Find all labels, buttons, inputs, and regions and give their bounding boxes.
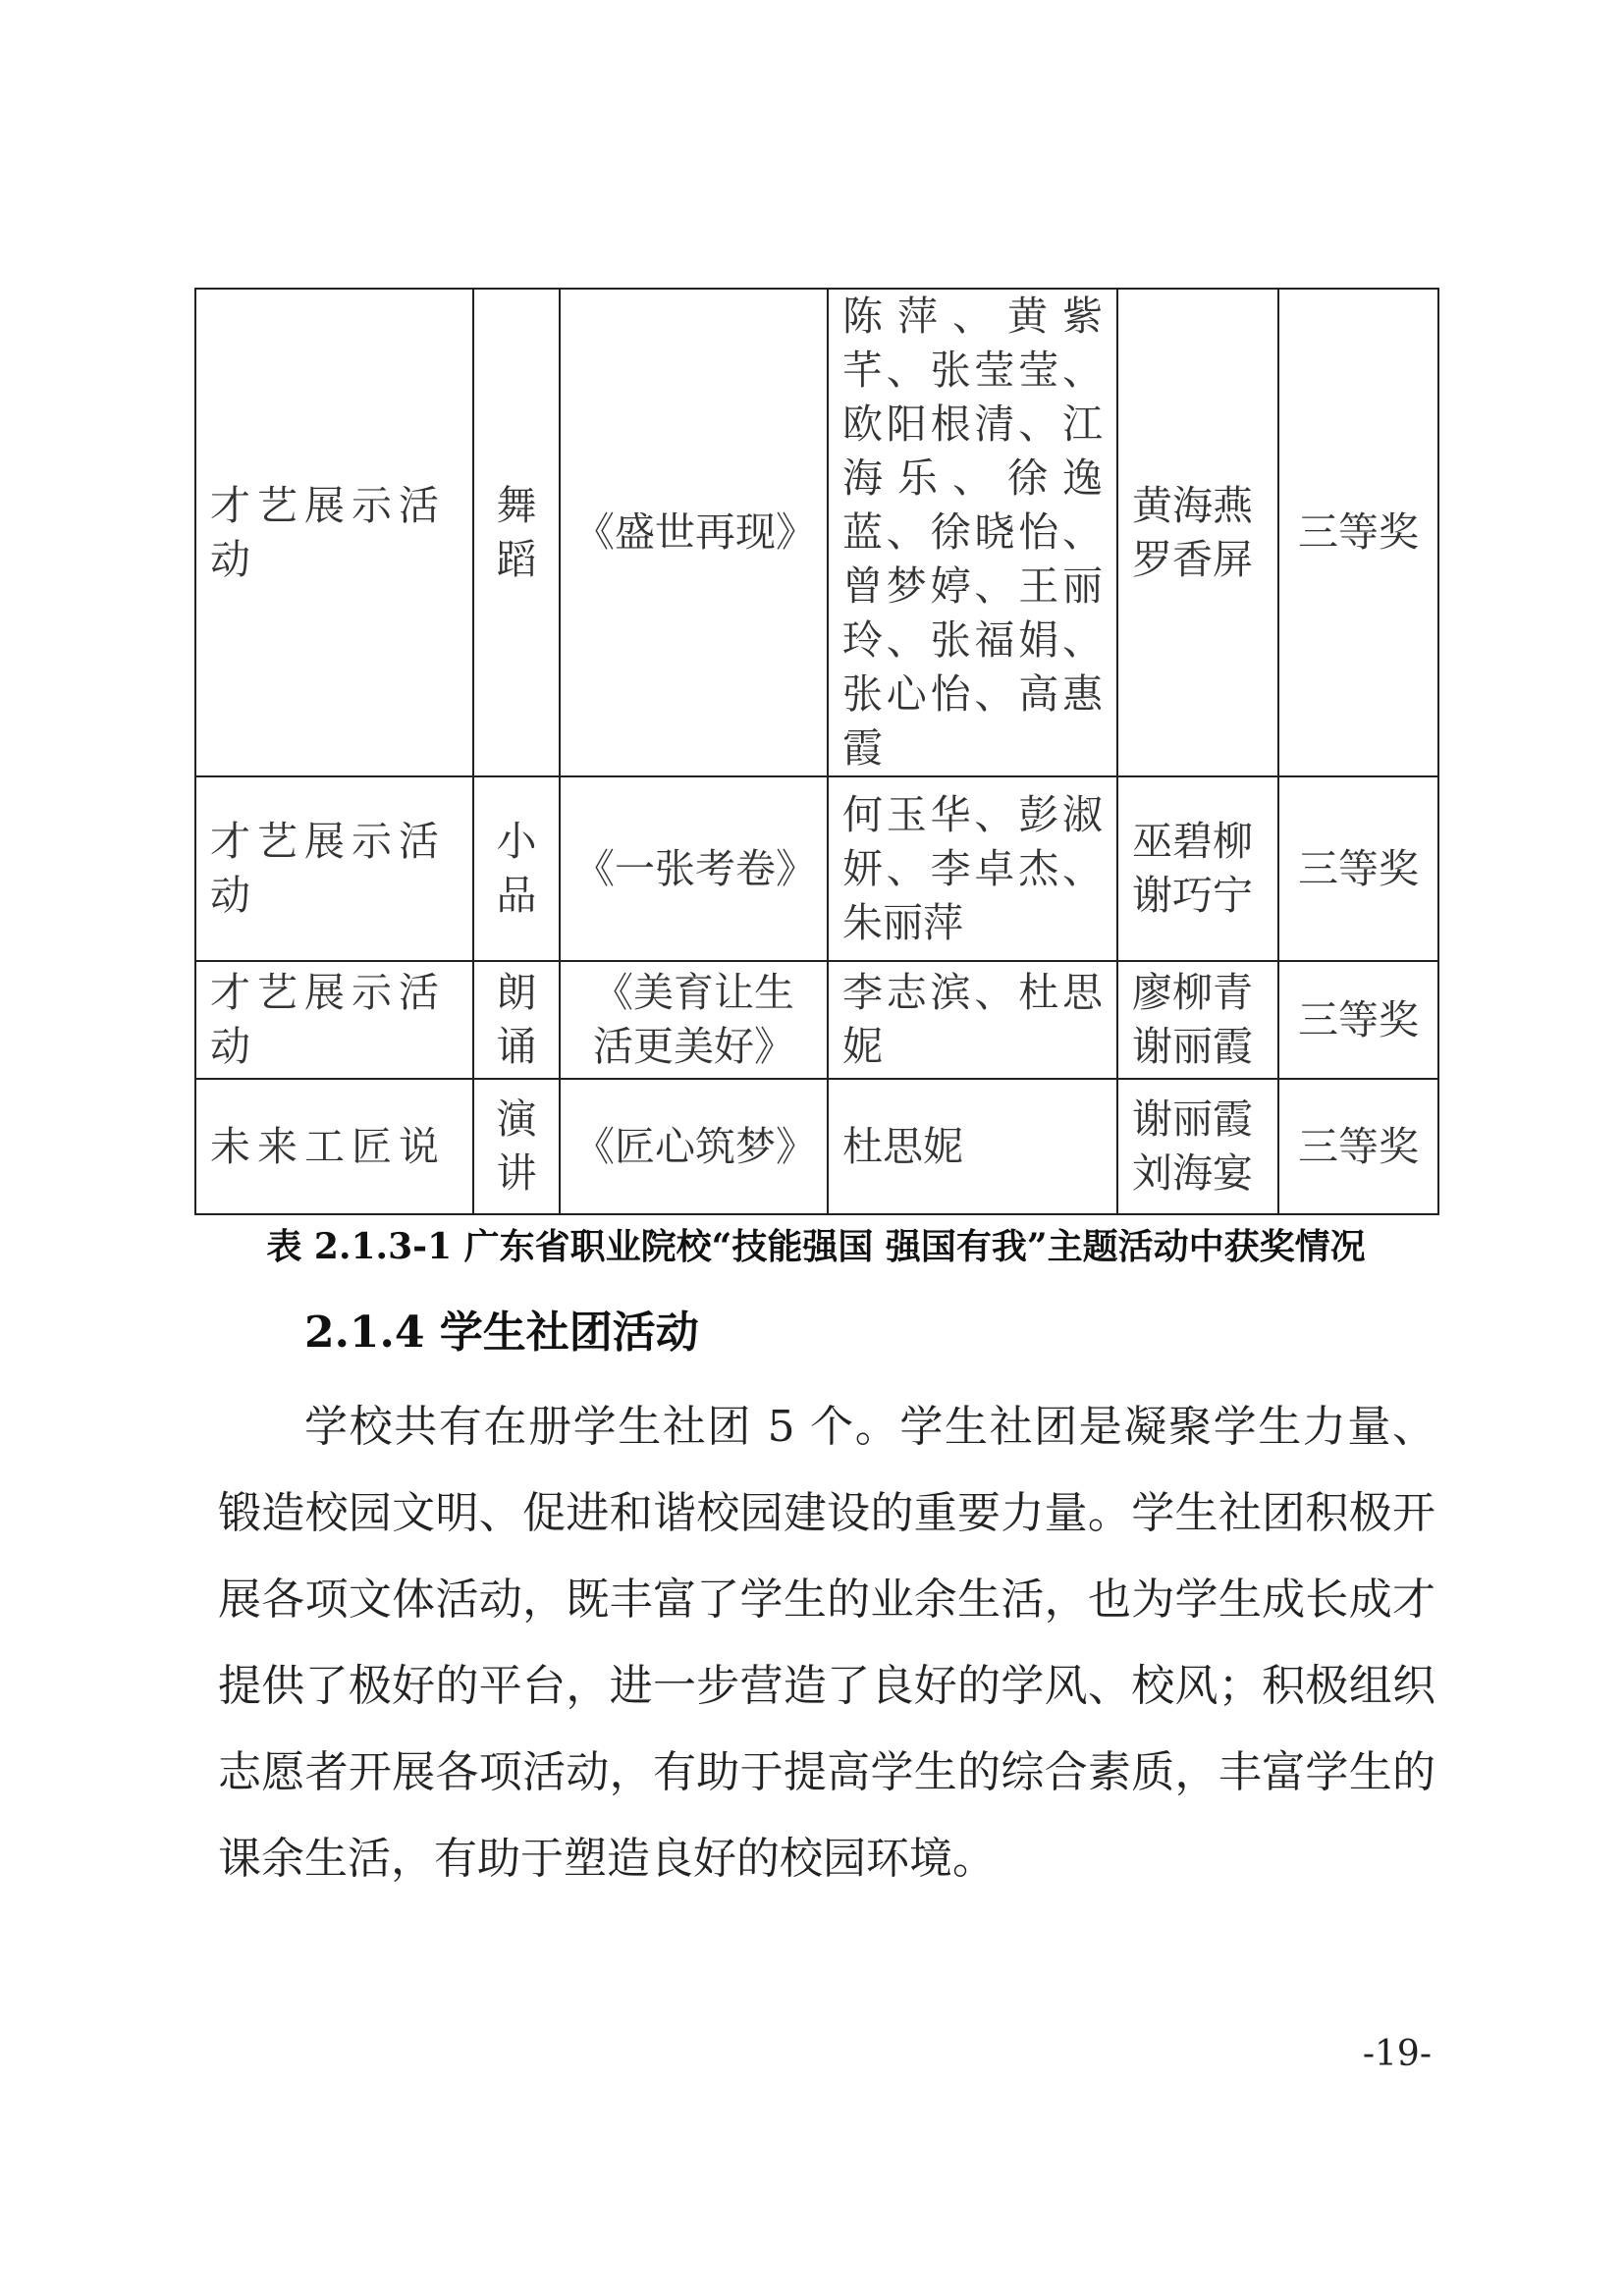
members-cell: 李志滨、杜思妮 <box>828 961 1117 1079</box>
activity-cell: 未来工匠说 <box>195 1079 473 1214</box>
section-title: 2.1.4 学生社团活动 <box>304 1308 699 1358</box>
members-cell: 杜思妮 <box>828 1079 1117 1214</box>
work-cell: 《一张考卷》 <box>560 776 828 961</box>
table-caption: 表 2.1.3-1 广东省职业院校“技能强国 强国有我”主题活动中获奖情况 <box>266 1226 1366 1267</box>
work-cell: 《美育让生活更美好》 <box>560 961 828 1079</box>
type-cell: 小品 <box>473 776 560 961</box>
type-cell: 朗诵 <box>473 961 560 1079</box>
type-cell: 舞蹈 <box>473 289 560 776</box>
activity-cell: 才艺展示活动 <box>195 289 473 776</box>
members-cell: 陈萍、黄紫芊、张莹莹、欧阳根清、江海乐、徐逸蓝、徐晓怡、曾梦婷、王丽玲、张福娟、张心怡、高惠霞 <box>828 289 1117 776</box>
teacher-name: 黄海燕 <box>1132 481 1253 529</box>
award-cell: 三等奖 <box>1278 1079 1438 1214</box>
teacher-cell <box>1117 776 1278 961</box>
members-cell: 何玉华、彭淑妍、李卓杰、朱丽萍 <box>828 776 1117 961</box>
teacher-name: 谢巧宁 <box>1132 872 1253 919</box>
work-cell: 《匠心筑梦》 <box>560 1079 828 1214</box>
body-paragraph: 学校共有在册学生社团 5 个。学生社团是凝聚学生力量、锻造校园文明、促进和谐校园建设的重要力量。学生社团积极开展各项文体活动，既丰富了学生的业余生活，也为学生成长成才提供了极好的平台，进一步营造了良好的学风、校风；积极组织志愿者开展各项活动，有助于提高学生的综合素质，丰富学生的课余生活，有助于塑造良好的校园环境。 <box>218 1402 1435 1884</box>
teacher-cell <box>1117 961 1278 1079</box>
award-cell: 三等奖 <box>1278 289 1438 776</box>
teacher-name: 刘海宴 <box>1132 1149 1253 1197</box>
teacher-name: 罗香屏 <box>1132 535 1253 583</box>
teacher-name: 廖柳青 <box>1132 969 1253 1016</box>
work-cell: 《盛世再现》 <box>560 289 828 776</box>
awards-table <box>194 288 1439 1215</box>
table-row <box>195 1079 1438 1214</box>
table-row <box>195 776 1438 961</box>
teacher-name: 巫碧柳 <box>1132 818 1253 865</box>
activity-cell: 才艺展示活动 <box>195 776 473 961</box>
award-cell: 三等奖 <box>1278 776 1438 961</box>
award-cell: 三等奖 <box>1278 961 1438 1079</box>
activity-cell: 才艺展示活动 <box>195 961 473 1079</box>
type-cell: 演讲 <box>473 1079 560 1214</box>
teacher-name: 谢丽霞 <box>1132 1023 1253 1070</box>
table-row <box>195 289 1438 776</box>
table-row <box>195 961 1438 1079</box>
teacher-name: 谢丽霞 <box>1132 1095 1253 1143</box>
teacher-cell <box>1117 289 1278 776</box>
teacher-cell <box>1117 1079 1278 1214</box>
page-number: -19- <box>1362 2034 1432 2074</box>
